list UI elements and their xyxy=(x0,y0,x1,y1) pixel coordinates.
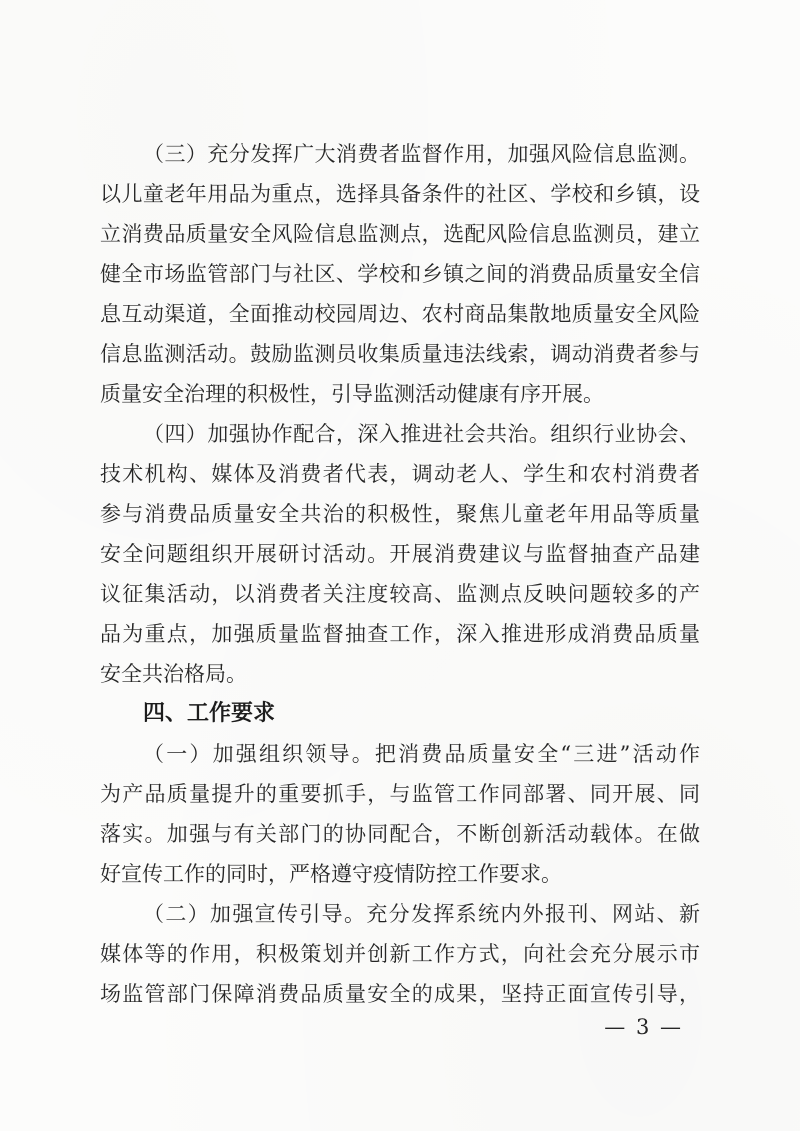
text-line: 落实。加强与有关部门的协同配合，不断创新活动载体。在做 xyxy=(100,822,700,846)
text-line: （四）加强协作配合，深入推进社会共治。组织行业协会、 xyxy=(143,422,700,446)
text-line: （一）加强组织领导。把消费品质量安全“三进”活动作 xyxy=(143,742,700,766)
text-line: 健全市场监管部门与社区、学校和乡镇之间的消费品质量安全信 xyxy=(100,262,700,286)
text-line: 息互动渠道，全面推动校园周边、农村商品集散地质量安全风险 xyxy=(100,302,700,326)
text-line: 场监管部门保障消费品质量安全的成果，坚持正面宣传引导， xyxy=(100,982,700,1006)
text-line: 信息监测活动。鼓励监测员收集质量违法线索，调动消费者参与 xyxy=(100,342,700,366)
text-line: 质量安全治理的积极性，引导监测活动健康有序开展。 xyxy=(100,382,604,406)
text-line: 安全共治格局。 xyxy=(100,662,247,686)
section-heading: 四、工作要求 xyxy=(143,701,276,726)
text-line: 品为重点，加强质量监督抽查工作，深入推进形成消费品质量 xyxy=(100,622,700,646)
text-line: 媒体等的作用，积极策划并创新工作方式，向社会充分展示市 xyxy=(100,942,700,966)
text-line: （二）加强宣传引导。充分发挥系统内外报刊、网站、新 xyxy=(143,902,700,926)
text-line: 好宣传工作的同时，严格遵守疫情防控工作要求。 xyxy=(100,862,562,886)
text-line: 议征集活动，以消费者关注度较高、监测点反映问题较多的产 xyxy=(100,582,700,606)
text-line: 技术机构、媒体及消费者代表，调动老人、学生和农村消费者 xyxy=(100,462,700,486)
text-line: 安全问题组织开展研讨活动。开展消费建议与监督抽查产品建 xyxy=(100,542,700,566)
text-line: （三）充分发挥广大消费者监督作用，加强风险信息监测。 xyxy=(143,142,700,166)
text-line: 以儿童老年用品为重点，选择具备条件的社区、学校和乡镇，设 xyxy=(100,182,700,206)
text-line: 为产品质量提升的重要抓手，与监管工作同部署、同开展、同 xyxy=(100,782,700,806)
text-line: 参与消费品质量安全共治的积极性，聚焦儿童老年用品等质量 xyxy=(100,502,700,526)
text-line: 立消费品质量安全风险信息监测点，选配风险信息监测员，建立 xyxy=(100,222,700,246)
page-number: — 3 — xyxy=(604,1015,683,1039)
